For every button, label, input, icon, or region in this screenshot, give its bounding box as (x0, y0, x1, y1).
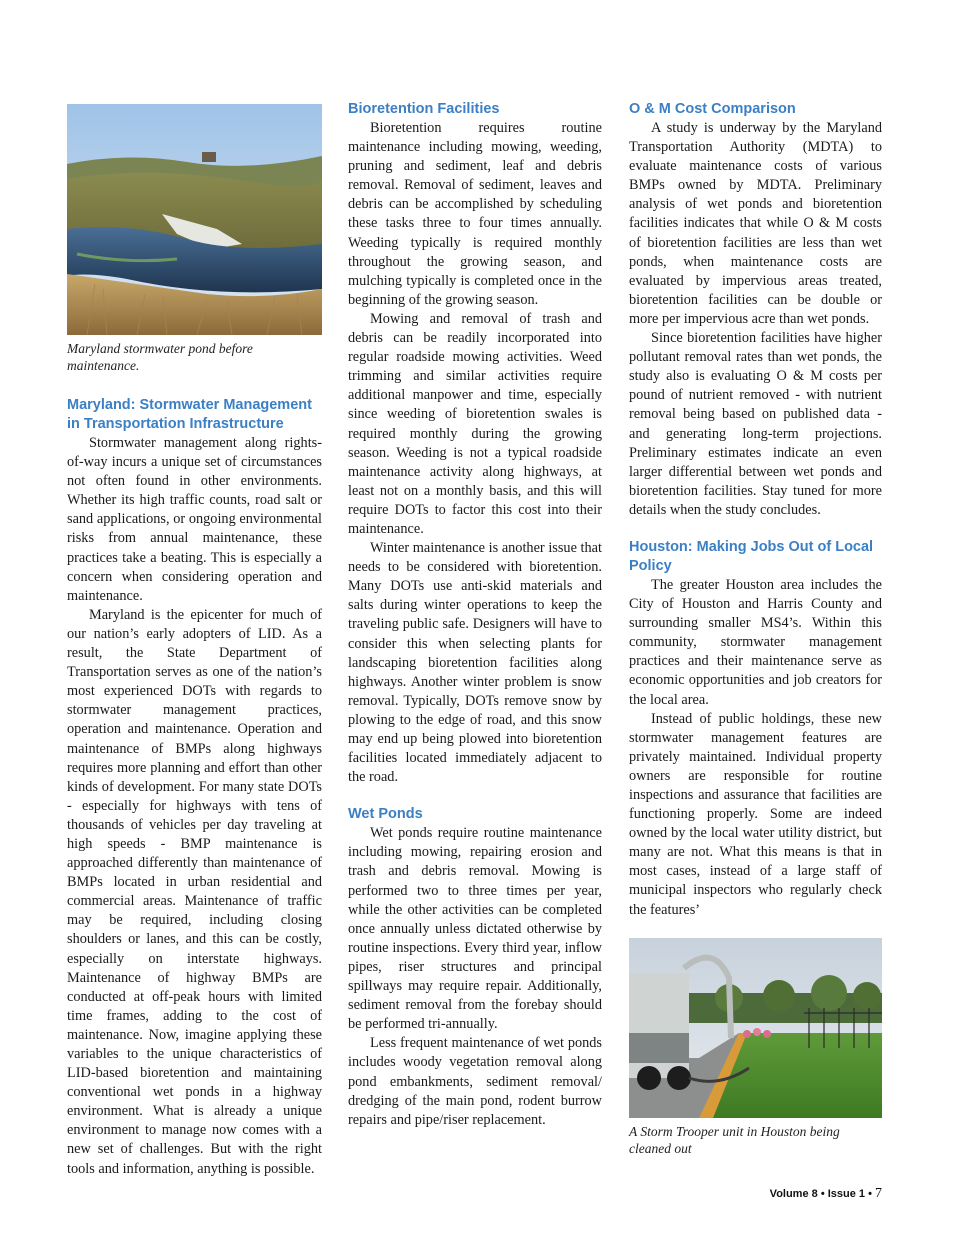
wet-ponds-heading: Wet Ponds (348, 806, 423, 823)
storm-trooper-photo-illustration (629, 938, 882, 1118)
houston-heading: Houston: Making Jobs Out of Local Policy (629, 538, 874, 574)
bioretention-paragraph-1: Bioretention requires routine maintenance including mowing, weeding, pruning and sediment, leaf and debris removal. Removal of sediment, leaves and debris can be accomplished by scheduling these tasks three to four times annually. Weeding typically is required monthly throughout the growing season, and mulching typically is completed once in the beginning of the growing season. (348, 120, 602, 308)
issue-label: Volume 8 • Issue 1 • (769, 1188, 872, 1200)
storm-trooper-photo (629, 938, 882, 1118)
maryland-paragraph-2: Maryland is the epicenter for much of our nation’s early adopters of LID. As a result, the State Department of Transportation serves as one of the nation’s most experienced DOTs with regards to stormwater management practices, operation and maintenance. Operation and maintenance of BMPs along highways requires more planning and effort than other kinds of development. For many state DOTs - especially for highways with tens of thousands of vehicles per day traveling at high speeds - BMP maintenance is approached differently than maintenance of BMPs located in urban residential and commercial areas. Maintenance of traffic may be required, including closing shoulders or lanes, and this can be costly, especially on interstate highways. Maintenance of highway BMPs are conducted at off-peak hours with limited time frames, adding to the cost of maintenance. Now, imagine applying these variables to the unique characteristics of LID-based bioretention and maintaining conventional wet ponds in a highway environment. What is already a unique environment to manage now comes with a new set of challenges. But with the right tools and information, anything is possible. (67, 606, 322, 1177)
bioretention-heading: Bioretention Facilities (348, 101, 500, 117)
houston-paragraph-1: The greater Houston area includes the City of Houston and Harris County and surrounding smaller MS4’s. Within this community, stormwater management practices and their maintenance serve as economic opportunities and job creators for the local area. (629, 576, 882, 708)
maryland-heading: Maryland: Stormwater Management in Transportation Infrastructure (67, 397, 312, 432)
cost-comparison-paragraph-1: A study is underway by the Maryland Transportation Authority (MDTA) to evaluate maintenance costs of various BMPs owned by MDTA. Preliminary analysis of wet ponds and bioretention facilities indicates that while O & M costs of bioretention facilities are less than wet ponds, when maintenance costs are evaluated by impervious areas treated, bioretention facilities can be double or more per impervious acre than wet ponds. (629, 120, 882, 327)
maryland-paragraph-1: Stormwater management along rights-of-way incurs a unique set of circumstances not often found in other environments. Whether its high traffic counts, road salt or sand applications, or ongoing environmental risks from annual maintenance, these practices take a beating. This is especially a concern when considering operation and maintenance. (67, 435, 322, 604)
wet-ponds-paragraph-1: Wet ponds require routine maintenance including mowing, repairing erosion and trash and debris removal. Mowing is performed two to three times per year, while the other activities can be completed once annually unless dictated otherwise by routine inspections. Every third year, inflow pipes, riser structures and principal spillways may require repair. Additionally, sediment removal from the forebay should be performed tri-annually. (348, 825, 602, 1033)
pond-photo-caption: Maryland stormwater pond before maintenance. (67, 341, 253, 373)
houston-paragraph-2: Instead of public holdings, these new stormwater management features are privately maintained. Individual property owners are responsible for routine inspections and assurance that facilities are functioning properly. Some are indeed owned by the local water utility district, but many are not. What this means is that in most cases, instead of a large staff of municipal inspectors who regularly check the features’ (629, 710, 882, 918)
column-middle (348, 100, 602, 1130)
column-right (629, 100, 882, 1157)
bioretention-paragraph-2: Mowing and removal of trash and debris can be readily incorporated into regular roadside mowing activities. Weed trimming and similar activities require additional manpower and time, especially since weeding of bioretention swales is required monthly during the growing season. Weeding is not a typical roadside maintenance activity along highways, at least not on a monthly basis, and this will require DOTs to factor this cost into their maintenance. (348, 310, 602, 537)
page-footer (770, 1186, 882, 1202)
storm-trooper-caption: A Storm Trooper unit in Houston being cleaned out (629, 1123, 840, 1156)
wet-ponds-paragraph-2: Less frequent maintenance of wet ponds includes woody vegetation removal along pond embankments, sediment removal/ dredging of the main pond, rodent burrow repairs and pipe/riser replacement. (348, 1035, 602, 1128)
page-number: 7 (875, 1186, 882, 1201)
bioretention-paragraph-3: Winter maintenance is another issue that needs to be considered with bioretention. Many DOTs use anti-skid materials and salts during winter operations to keep the traveling public safe. Designers will have to consider this when selecting plants for landscaping bioretention facilities along highways. Another winter problem is snow removal. Typically, DOTs remove snow by plowing to the edge of road, and this snow may end up being plowed into bioretention facilities located immediately adjacent to the road. (348, 540, 602, 786)
column-left (67, 100, 322, 1179)
cost-comparison-paragraph-2: Since bioretention facilities have higher pollutant removal rates than wet ponds, the study also is evaluating O & M costs per pound of nutrient removed - with nutrient removal being based on published data - and generating long-term projections. Preliminary estimates indicate an even larger differential between wet ponds and bioretention facilities. Stay tuned for more details when the study concludes. (629, 330, 882, 518)
pond-photo-illustration (67, 104, 322, 335)
cost-comparison-heading: O & M Cost Comparison (629, 101, 796, 117)
pond-photo (67, 104, 322, 335)
